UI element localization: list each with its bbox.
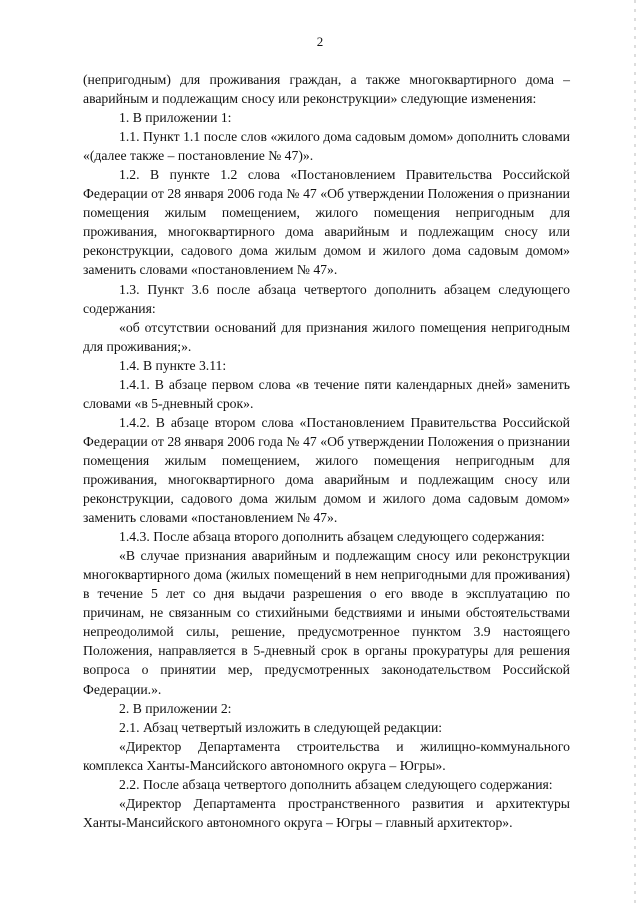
scan-edge-mark — [634, 0, 636, 905]
paragraph-quote-1-3: «об отсутствии оснований для признания жилого помещения непригодным для проживания;». — [83, 319, 570, 354]
paragraph-item-1-4: 1.4. В пункте 3.11: — [119, 357, 227, 373]
paragraph-quote-2-2: «Директор Департамента пространственного развития и архитектуры Ханты-Мансийского автономного округа – Югры – главный архитектор». — [83, 795, 570, 830]
paragraph-item-2-2: 2.2. После абзаца четвертого дополнить абзацем следующего содержания: — [119, 776, 553, 792]
paragraph-quote-1-4-3: «В случае признания аварийным и подлежащим сносу или реконструкции многоквартирного дома (жилых помещений в нем непригодными для проживания) в течение 5 лет со дня выдачи разрешения о его вводе в эксплуатацию по причинам, не связанным со стихийными бедствиями и иными обстоятельствами непреодолимой силы, решение, предусмотренное пунктом 3.9 настоящего Положения, направляется в 5-дневный срок в органы прокуратуры для решения вопроса о принятии мер, предусмотренных законодательством Российской Федерации.». — [83, 548, 570, 697]
paragraph-item-2: 2. В приложении 2: — [119, 700, 232, 716]
paragraph-item-1-3: 1.3. Пункт 3.6 после абзаца четвертого дополнить абзацем следующего содержания: — [83, 281, 570, 316]
paragraph-item-1: 1. В приложении 1: — [119, 110, 232, 126]
page-number: 2 — [316, 34, 324, 49]
paragraph-intro-continuation: (непригодным) для проживания граждан, а также многоквартирного дома – аварийным и подлежащим сносу или реконструкции» следующие изменения: — [83, 72, 570, 107]
paragraph-item-1-1: 1.1. Пункт 1.1 после слов «жилого дома садовым домом» дополнить словами «(далее также – постановление № 47)». — [83, 129, 570, 164]
paragraph-item-2-1: 2.1. Абзац четвертый изложить в следующей редакции: — [119, 719, 443, 735]
paragraph-item-1-4-2: 1.4.2. В абзаце втором слова «Постановлением Правительства Российской Федерации от 28 января 2006 года № 47 «Об утверждении Положения о признании помещения жилым помещением, жилого помещения непригодным для проживания, многоквартирного дома аварийным и подлежащим сносу или реконструкции, садового дома жилым домом и жилого дома садовым домом» заменить словами «постановлением № 47». — [83, 414, 570, 526]
paragraph-item-1-4-3: 1.4.3. После абзаца второго дополнить абзацем следующего содержания: — [119, 529, 545, 545]
document-body — [83, 70, 570, 832]
paragraph-item-1-4-1: 1.4.1. В абзаце первом слова «в течение пяти календарных дней» заменить словами «в 5-дневный срок». — [83, 376, 570, 411]
paragraph-quote-2-1: «Директор Департамента строительства и жилищно-коммунального комплекса Ханты-Мансийского автономного округа – Югры». — [83, 738, 570, 773]
paragraph-item-1-2: 1.2. В пункте 1.2 слова «Постановлением Правительства Российской Федерации от 28 января 2006 года № 47 «Об утверждении Положения о признании помещения жилым помещением, жилого помещения непригодным для проживания, многоквартирного дома аварийным и подлежащим сносу или реконструкции, садового дома жилым домом и жилого дома садовым домом» заменить словами «постановлением № 47». — [83, 167, 570, 278]
